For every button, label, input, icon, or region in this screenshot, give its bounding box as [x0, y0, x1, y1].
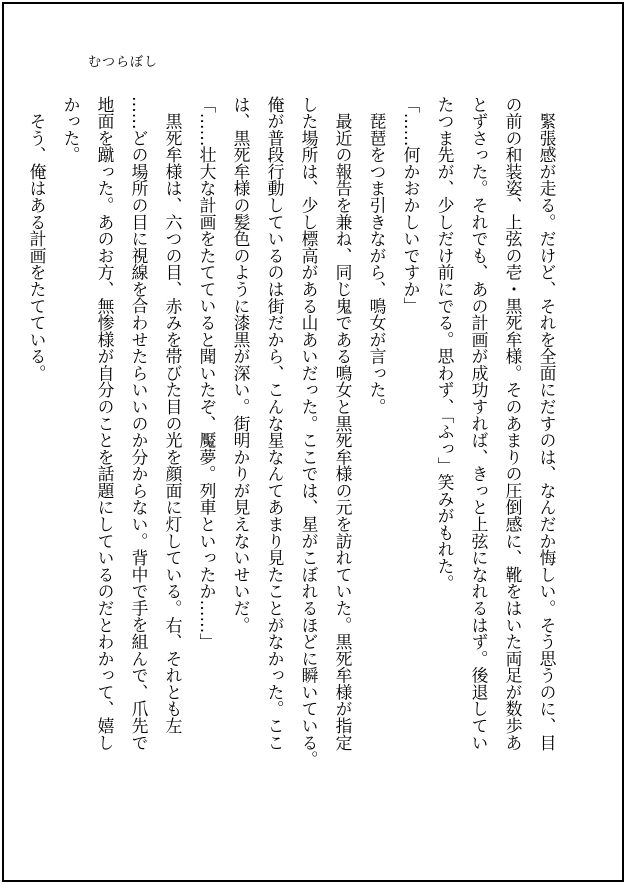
text-line: の前の和装姿、上弦の壱・黒死牟様。そのあまりの圧倒感に、靴をはいた両足が数歩あ	[503, 96, 523, 751]
text-line: ……どの場所の目に視線を合わせたらいいのか分からない。背中で手を組んで、爪先で	[129, 96, 149, 751]
page-frame	[2, 2, 624, 882]
text-line: 黒死牟様は、六つの目、赤みを帯びた目の光を顔面に灯している。右、それとも左	[163, 96, 183, 735]
text-line: そう、俺はある計画をたてている。	[27, 96, 47, 382]
header-title: むつらぼし	[88, 55, 159, 70]
text-line: 俺が普段行動しているのは街だから、こんな星なんてあまり見たことがなかった。ここ	[265, 96, 285, 751]
text-line: は、黒死牟様の髪色のように漆黒が深い。街明かりが見えないせいだ。	[231, 96, 251, 634]
text-line: した場所は、少し標高がある山あいだった。ここでは、星がこぼれるほどに瞬いている。	[299, 96, 319, 768]
text-line: 最近の報告を兼ね、同じ鬼である鳴女と黒死牟様の元を訪れていた。黒死牟様が指定	[333, 96, 353, 751]
text-line: とずさった。それでも、あの計画が成功すれば、きっと上弦になれるはず。後退してい	[469, 96, 489, 751]
text-line: 「……何かおかしいですか」	[401, 96, 421, 315]
text-line: 琵琶をつま引きながら、鳴女が言った。	[367, 96, 387, 416]
text-line: 緊張感が走る。だけど、それを全面にだすのは、なんだか悔しい。そう思うのに、目	[537, 96, 557, 751]
text-line: 地面を蹴った。あのお方、無惨様が自分のことを話題にしているのだとわかって、嬉し	[95, 96, 115, 751]
text-line: 「……壮大な計画をたてていると聞いたぞ、魘夢。列車といったか……」	[197, 96, 217, 651]
text-line: たつま先が、少しだけ前にでる。思わず、「ふっ」笑みがもれた。	[435, 96, 455, 592]
text-line: かった。	[61, 96, 81, 164]
body-text	[20, 96, 564, 806]
